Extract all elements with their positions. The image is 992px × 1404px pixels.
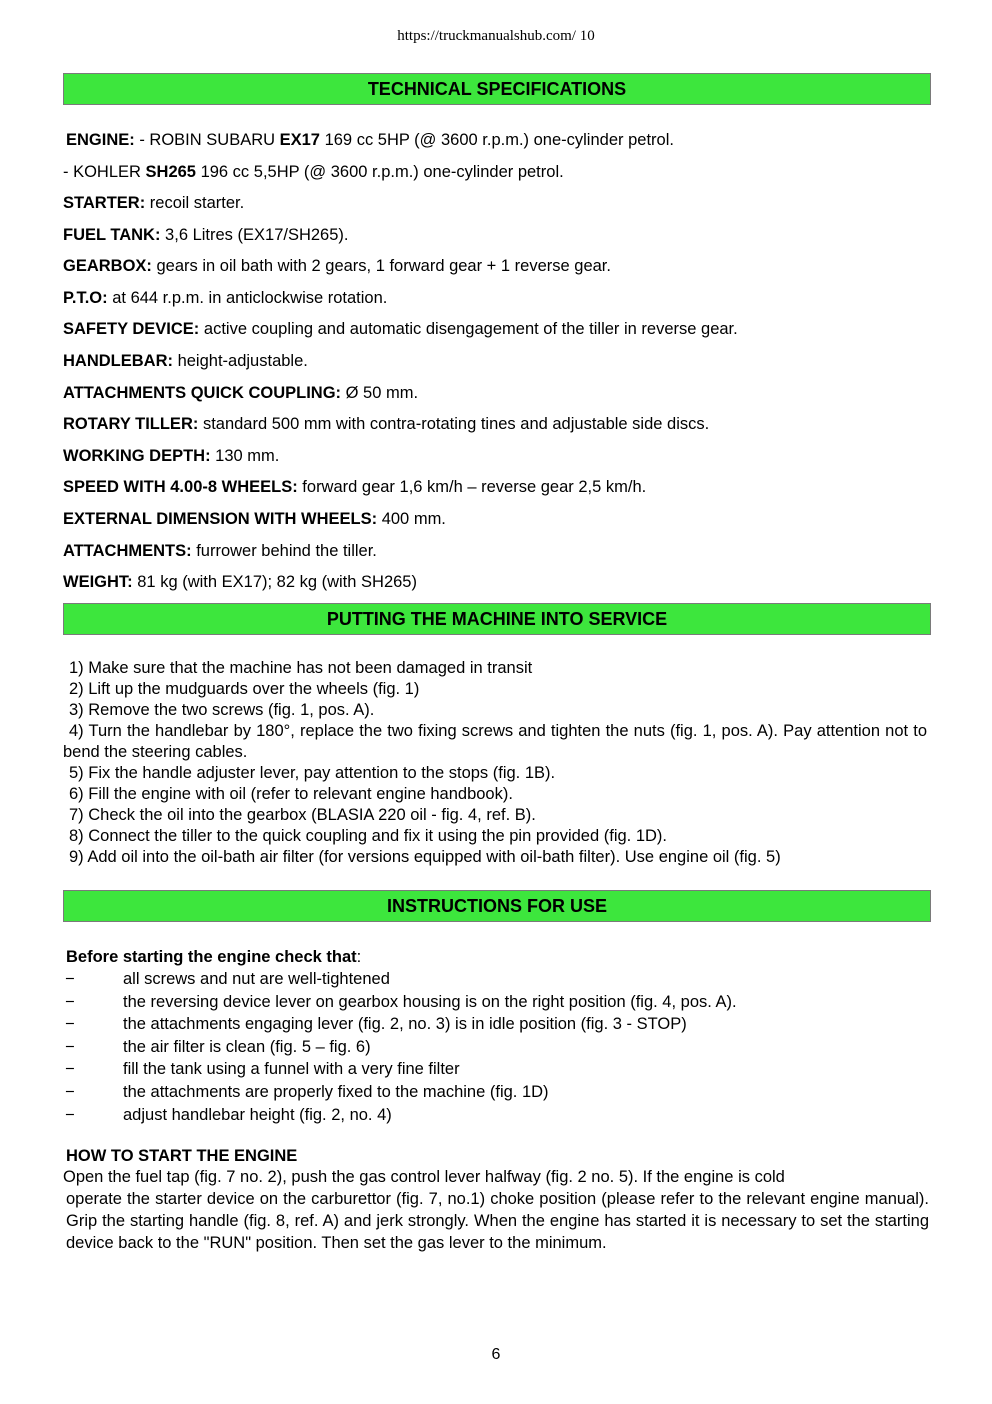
how-to-start-text-first-line: Open the fuel tap (fig. 7 no. 2), push the gas control lever halfway (fig. 2 no. 5). If the engine is cold [63, 1168, 785, 1186]
dash-bullet-icon: − [65, 1060, 75, 1079]
spec-value: 81 kg (with EX17); 82 kg (with SH265) [132, 573, 417, 591]
spec-engine [66, 130, 946, 150]
checklist-item-text: fill the tank using a funnel with a very fine filter [123, 1060, 460, 1079]
spec-label: STARTER: [63, 194, 146, 212]
checklist-item-text: the reversing device lever on gearbox housing is on the right position (fig. 4, pos. A). [123, 992, 737, 1011]
dash-bullet-icon: − [65, 970, 75, 988]
spec-handlebar [63, 351, 943, 371]
spec-fuel-tank [63, 225, 943, 245]
spec-value: 3,6 Litres (EX17/SH265). [160, 226, 349, 244]
before-start-checklist [63, 968, 933, 1126]
service-step: 2) Lift up the mudguards over the wheels (fig. 1) [69, 680, 420, 698]
spec-value: furrower behind the tiller. [191, 542, 377, 560]
spec-value: Ø 50 mm. [341, 384, 419, 402]
spec-working-depth [63, 446, 943, 466]
checklist-item-text: the air filter is clean (fig. 5 – fig. 6) [123, 1037, 371, 1056]
spec-external-dimension [63, 509, 943, 529]
checklist-item [63, 1081, 933, 1104]
service-step: 6) Fill the engine with oil (refer to relevant engine handbook). [69, 785, 513, 803]
service-steps-list [63, 658, 927, 868]
section-title-technical-specifications: TECHNICAL SPECIFICATIONS [63, 73, 931, 105]
spec-label: SAFETY DEVICE: [63, 320, 200, 338]
spec-label: SPEED WITH 4.00-8 WHEELS: [63, 478, 298, 496]
dash-bullet-icon: − [65, 1037, 75, 1056]
service-step: 3) Remove the two screws (fig. 1, pos. A). [69, 701, 375, 719]
how-to-start-heading: HOW TO START THE ENGINE [66, 1147, 298, 1165]
spec-label: WEIGHT: [63, 573, 133, 591]
spec-model: SH265 [145, 163, 196, 181]
dash-bullet-icon: − [65, 1105, 75, 1124]
spec-value: gears in oil bath with 2 gears, 1 forward gear + 1 reverse gear. [151, 257, 611, 275]
spec-pto [63, 288, 943, 308]
service-step: 7) Check the oil into the gearbox (BLASIA 220 oil - fig. 4, ref. B). [69, 806, 536, 824]
section-title-putting-into-service: PUTTING THE MACHINE INTO SERVICE [63, 603, 931, 635]
section-title-instructions-for-use: INSTRUCTIONS FOR USE [63, 890, 931, 922]
checklist-item [63, 1104, 933, 1127]
spec-label: HANDLEBAR: [63, 352, 173, 370]
spec-text: 169 cc 5HP (@ 3600 r.p.m.) one-cylinder petrol. [320, 131, 674, 149]
header-url[interactable]: https://truckmanualshub.com/ 10 [397, 28, 595, 44]
spec-starter [63, 193, 943, 213]
spec-value: height-adjustable. [173, 352, 308, 370]
service-step: 1) Make sure that the machine has not been damaged in transit [69, 659, 533, 677]
spec-label: ROTARY TILLER: [63, 415, 199, 433]
spec-value: 130 mm. [210, 447, 280, 465]
checklist-item-text: the attachments engaging lever (fig. 2, no. 3) is in idle position (fig. 3 - STOP) [123, 1015, 687, 1034]
spec-text: - KOHLER [63, 163, 146, 181]
service-step: 5) Fix the handle adjuster lever, pay attention to the stops (fig. 1B). [69, 764, 556, 782]
checklist-item [63, 1013, 933, 1036]
spec-attachments [63, 541, 943, 561]
service-step: 8) Connect the tiller to the quick coupling and fix it using the pin provided (fig. 1D). [69, 827, 667, 845]
spec-safety-device [63, 319, 943, 339]
spec-label: P.T.O: [63, 289, 108, 307]
spec-label: FUEL TANK: [63, 226, 161, 244]
spec-label: EXTERNAL DIMENSION WITH WHEELS: [63, 510, 378, 528]
before-start-colon: : [356, 948, 362, 966]
spec-label: GEARBOX: [63, 257, 152, 275]
spec-weight [63, 572, 943, 592]
checklist-item-text: adjust handlebar height (fig. 2, no. 4) [123, 1105, 392, 1124]
spec-value: at 644 r.p.m. in anticlockwise rotation. [107, 289, 388, 307]
spec-speed [63, 477, 943, 497]
checklist-item [63, 1058, 933, 1081]
spec-value: 400 mm. [377, 510, 446, 528]
service-step: 4) Turn the handlebar by 180°, replace the two fixing screws and tighten the nuts (fig. 1, pos. A). Pay attention not to bend the steering cables. [63, 722, 927, 761]
checklist-item [63, 968, 933, 991]
spec-value: forward gear 1,6 km/h – reverse gear 2,5 km/h. [297, 478, 647, 496]
dash-bullet-icon: − [65, 1015, 75, 1034]
checklist-item-text: all screws and nut are well-tightened [123, 970, 390, 988]
spec-engine-alt [63, 162, 943, 182]
spec-gearbox [63, 256, 943, 276]
spec-label: ATTACHMENTS QUICK COUPLING: [63, 384, 342, 402]
before-start-heading-text: Before starting the engine check that [66, 948, 357, 966]
spec-value: active coupling and automatic disengagement of the tiller in reverse gear. [199, 320, 738, 338]
spec-label: ENGINE: [66, 131, 135, 149]
service-step: 9) Add oil into the oil-bath air filter (for versions equipped with oil-bath filter). Use engine oil (fig. 5) [69, 848, 781, 866]
spec-quick-coupling [63, 383, 943, 403]
spec-rotary-tiller [63, 414, 943, 434]
spec-value: standard 500 mm with contra-rotating tines and adjustable side discs. [198, 415, 710, 433]
before-start-heading [66, 947, 361, 967]
dash-bullet-icon: − [65, 1082, 75, 1101]
how-to-start-text-rest: operate the starter device on the carburettor (fig. 7, no.1) choke position (please refer to the relevant engine manual). Grip the starting handle (fig. 8, ref. A) and jerk strongly. When the engine has started it is necessary to set the starting device back to the "RUN" position. Then set the gas lever to the minimum. [66, 1190, 929, 1252]
page-number: 6 [491, 1346, 501, 1363]
how-to-start-paragraph [63, 1166, 929, 1254]
spec-text: - ROBIN SUBARU [134, 131, 280, 149]
spec-text: 196 cc 5,5HP (@ 3600 r.p.m.) one-cylinder petrol. [195, 163, 564, 181]
checklist-item [63, 991, 933, 1014]
spec-label: WORKING DEPTH: [63, 447, 211, 465]
spec-value: recoil starter. [145, 194, 245, 212]
checklist-item-text: the attachments are properly fixed to the machine (fig. 1D) [123, 1082, 549, 1101]
spec-model: EX17 [279, 131, 320, 149]
dash-bullet-icon: − [65, 992, 75, 1011]
checklist-item [63, 1036, 933, 1059]
spec-label: ATTACHMENTS: [63, 542, 192, 560]
